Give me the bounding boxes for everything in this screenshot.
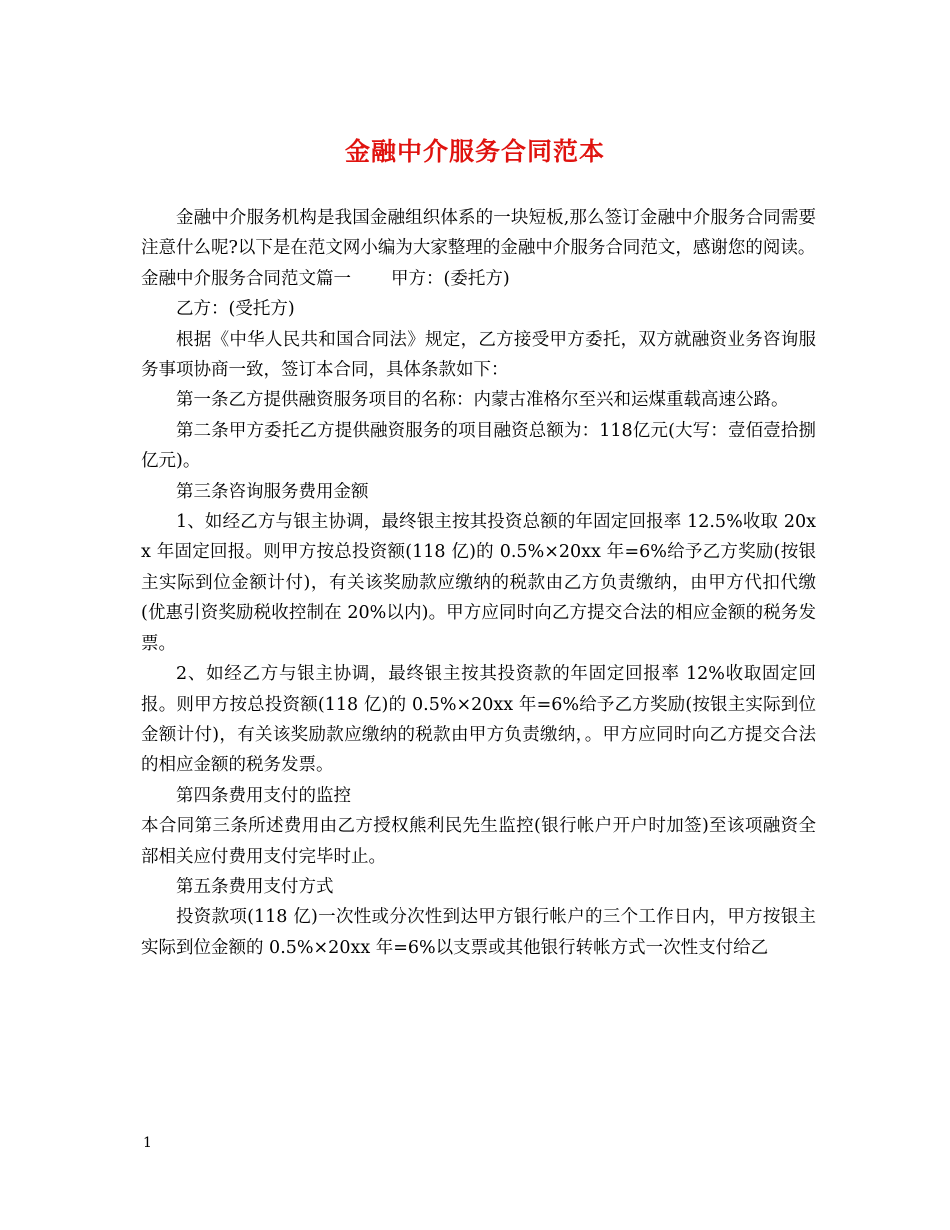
article-4-title: 第四条费用支付的监控	[176, 785, 351, 806]
article-3-item-1: 1、如经乙方与银主协调，最终银主按其投资总额的年固定回报率 12.5%收取 20xx 年固定回报。则甲方按总投资额(118 亿)的 0.5%×20xx 年=6%给予乙方奖励(按银主实际到位金额计付)，有关该奖励款应缴纳的税款由乙方负责缴纳，由甲方代扣代缴(优惠引资奖励税收控制在 20%以内)。甲方应同时向乙方提交合法的相应金额的税务发票。	[141, 512, 816, 654]
section-header-line	[141, 264, 816, 294]
article-5-body: 投资款项(118 亿)一次性或分次性到达甲方银行帐户的三个工作日内，甲方按银主实际到位金额的 0.5%×20xx 年=6%以支票或其他银行转帐方式一次性支付给乙	[141, 907, 816, 958]
preamble-paragraph: 根据《中华人民共和国合同法》规定，乙方接受甲方委托，双方就融资业务咨询服务事项协商一致，签订本合同，具体条款如下：	[141, 329, 816, 381]
article-2: 第二条甲方委托乙方提供融资服务的项目融资总额为：118亿元(大写：壹佰壹拾捌亿元)。	[141, 420, 816, 472]
article-5-title: 第五条费用支付方式	[176, 876, 334, 897]
page-number: 1	[143, 1135, 152, 1151]
section-header: 金融中介服务合同范文篇一	[141, 268, 351, 289]
intro-paragraph: 金融中介服务机构是我国金融组织体系的一块短板,那么签订金融中介服务合同需要注意什么呢?以下是在范文网小编为大家整理的金融中介服务合同范文，感谢您的阅读。	[141, 208, 816, 259]
article-1: 第一条乙方提供融资服务项目的名称：内蒙古准格尔至兴和运煤重载高速公路。	[176, 390, 789, 411]
party-a-label: 甲方：(委托方)	[391, 268, 510, 289]
document-title: 金融中介服务合同范本	[344, 137, 605, 166]
document-body	[141, 203, 816, 963]
article-4-body: 本合同第三条所述费用由乙方授权熊利民先生监控(银行帐户开户时加签)至该项融资全部相关应付费用支付完毕时止。	[141, 816, 816, 867]
article-3-title: 第三条咨询服务费用金额	[176, 481, 369, 502]
article-3-item-2: 2、如经乙方与银主协调，最终银主按其投资款的年固定回报率 12%收取固定回报。则甲方按总投资额(118 亿)的 0.5%×20xx 年=6%给予乙方奖励(按银主实际到位金额计付)，有关该奖励款应缴纳的税款由甲方负责缴纳，。甲方应同时向乙方提交合法的相应金额的税务发票。	[141, 664, 816, 776]
party-b-label: 乙方：(受托方)	[176, 299, 295, 320]
